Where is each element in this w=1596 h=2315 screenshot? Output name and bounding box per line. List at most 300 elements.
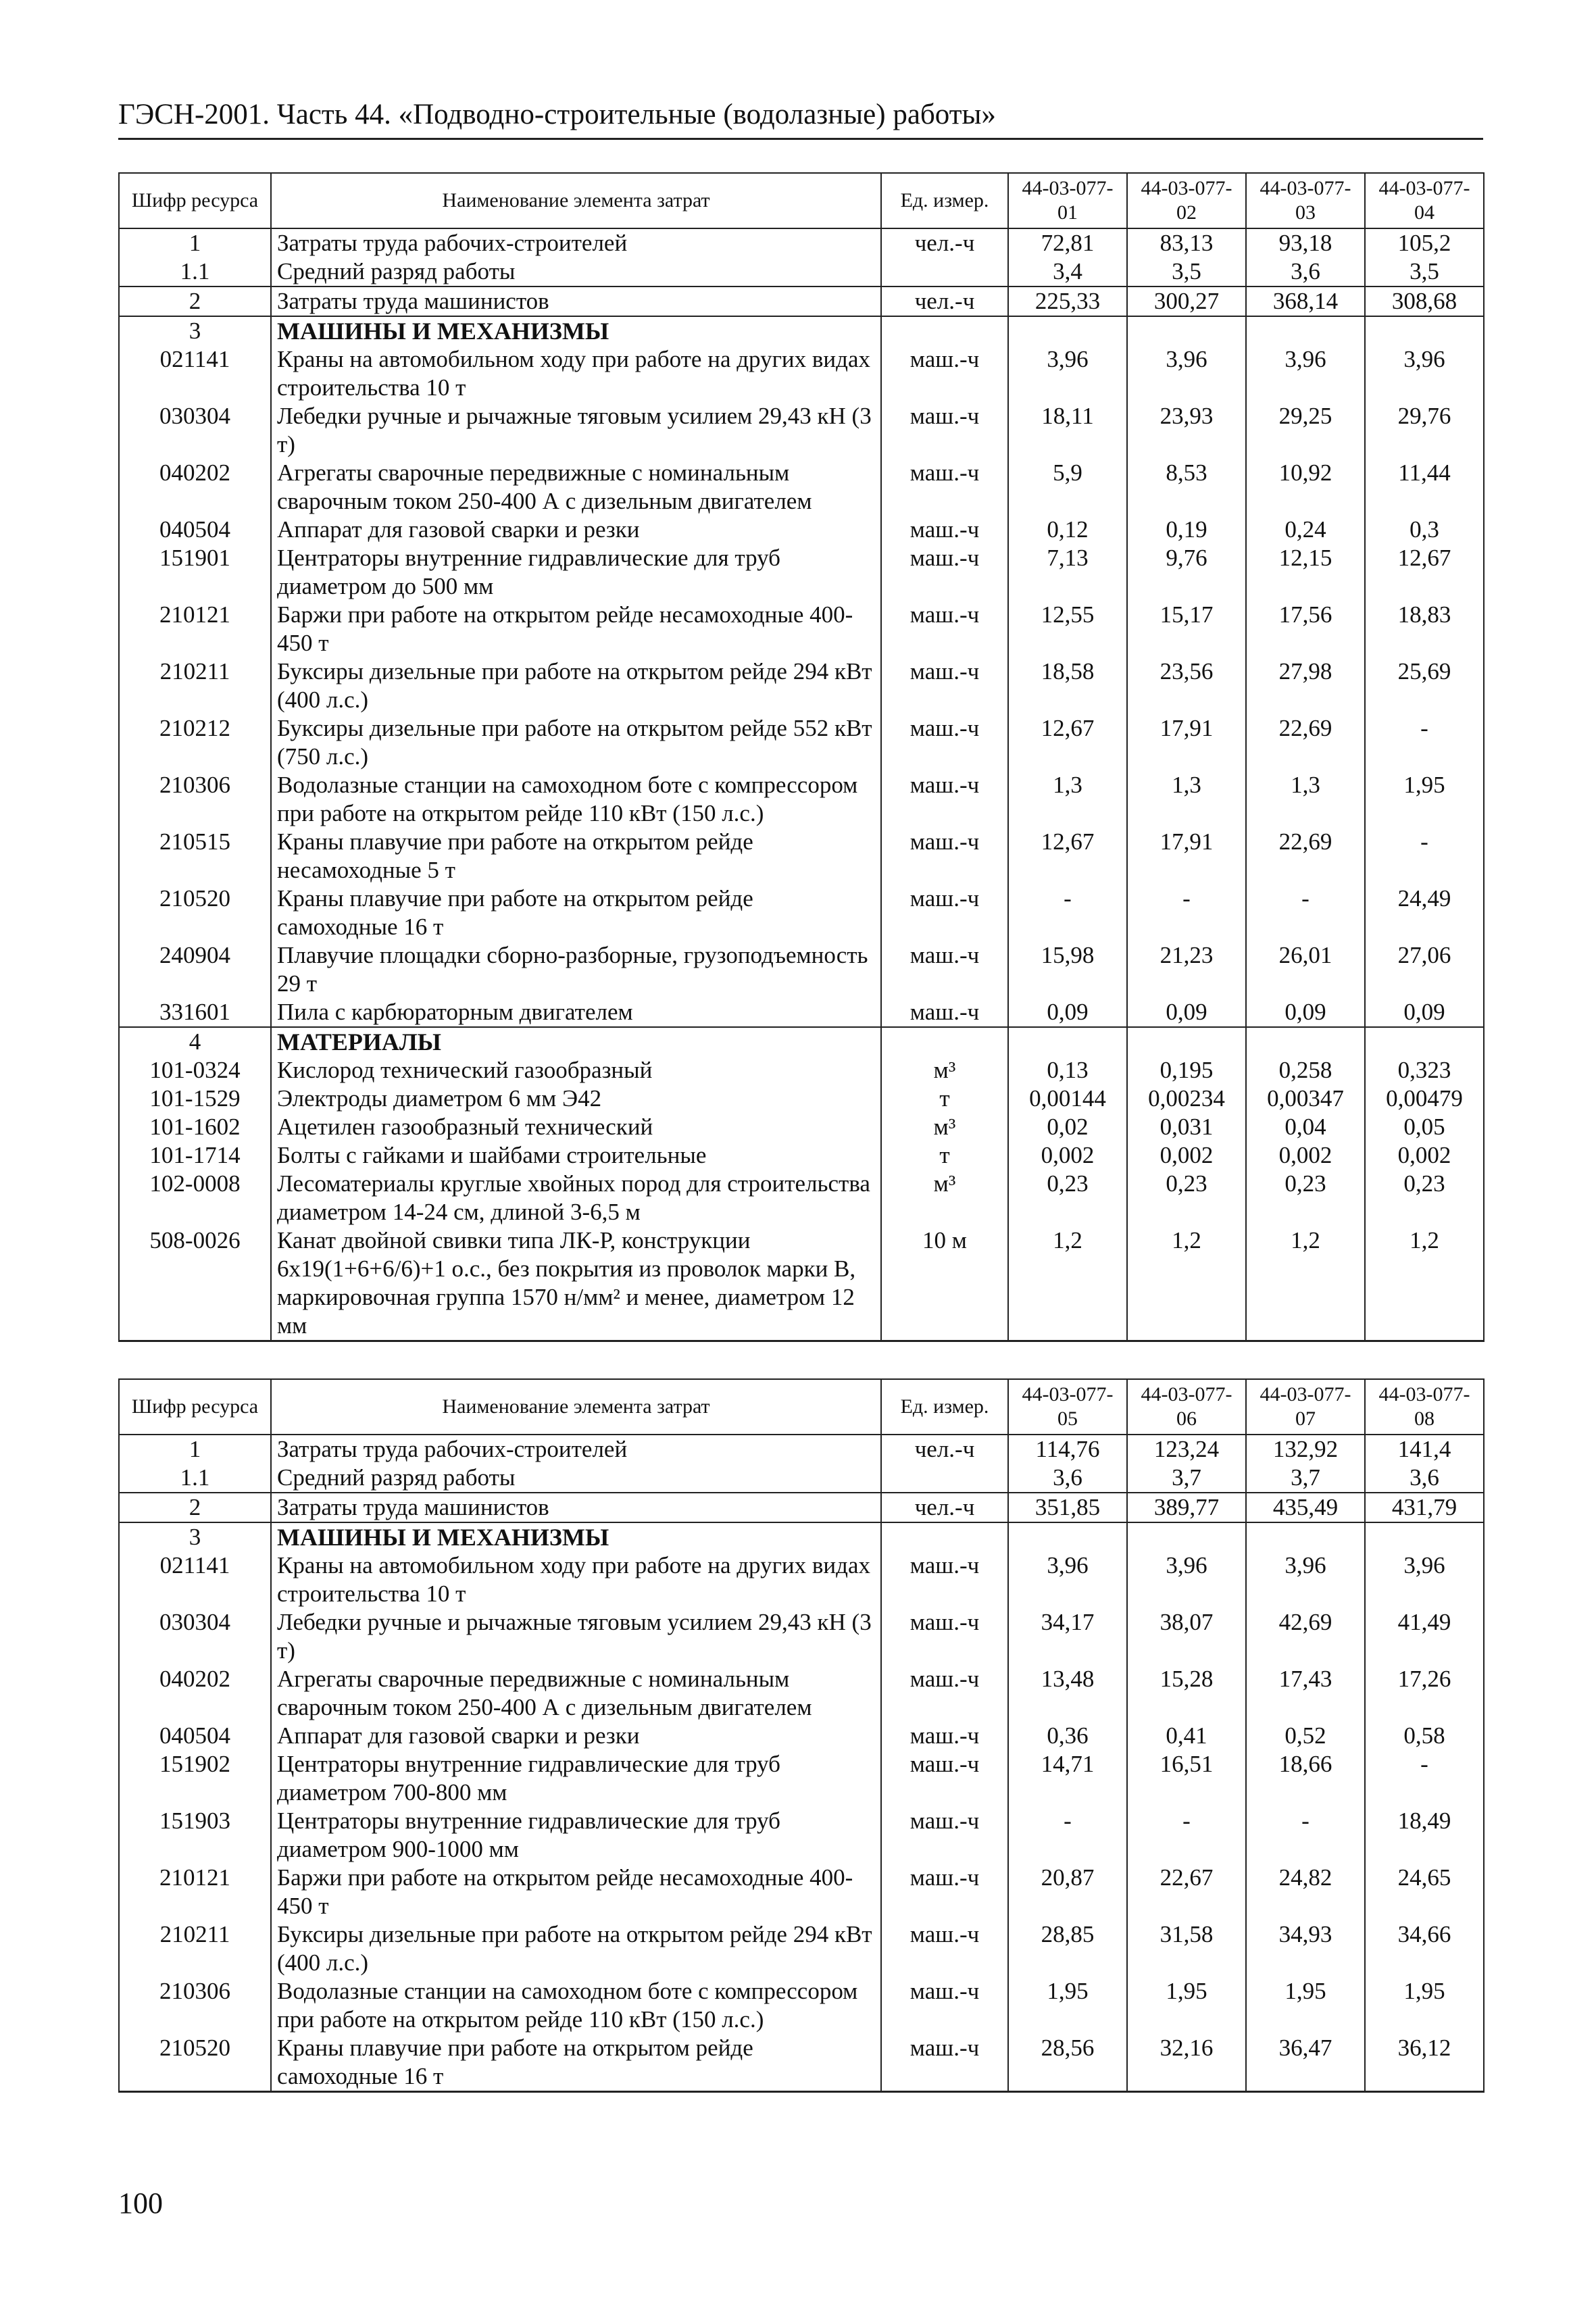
cell-code: 101-1602 <box>119 1113 271 1141</box>
table-row <box>119 1807 1484 1864</box>
cell-value: 1,95 <box>1246 1977 1365 2034</box>
cell-name: Баржи при работе на открытом рейде несамоходные 400-450 т <box>271 601 881 657</box>
cell-value: 17,56 <box>1246 601 1365 657</box>
cell-unit <box>881 1464 1008 1493</box>
table-row <box>119 601 1484 657</box>
cell-name: Плавучие площадки сборно-разборные, грузоподъемность 29 т <box>271 941 881 998</box>
cell-unit <box>881 316 1008 345</box>
cell-value: 0,002 <box>1008 1141 1127 1170</box>
cell-value: 18,58 <box>1008 657 1127 714</box>
cell-value: 34,66 <box>1365 1920 1484 1977</box>
table-row <box>119 1722 1484 1750</box>
table-row <box>119 316 1484 345</box>
cell-value: 1,2 <box>1246 1226 1365 1341</box>
cell-value: 3,96 <box>1008 345 1127 402</box>
cell-value: 1,3 <box>1246 771 1365 828</box>
cell-value: 31,58 <box>1127 1920 1246 1977</box>
cell-value: 3,6 <box>1246 257 1365 287</box>
cell-name: МАШИНЫ И МЕХАНИЗМЫ <box>271 316 881 345</box>
cell-value: 0,258 <box>1246 1056 1365 1085</box>
cell-name: МАШИНЫ И МЕХАНИЗМЫ <box>271 1522 881 1551</box>
cell-value: 0,002 <box>1127 1141 1246 1170</box>
cell-value: 0,23 <box>1008 1170 1127 1226</box>
table-row <box>119 998 1484 1027</box>
cell-unit: чел.-ч <box>881 228 1008 257</box>
cell-value: 3,96 <box>1365 1551 1484 1608</box>
cell-unit: маш.-ч <box>881 544 1008 601</box>
cell-unit: маш.-ч <box>881 941 1008 998</box>
cell-value: 3,7 <box>1246 1464 1365 1493</box>
table-row <box>119 402 1484 459</box>
cell-name: Центраторы внутренние гидравлические для труб диаметром 700-800 мм <box>271 1750 881 1807</box>
cell-value: 0,24 <box>1246 516 1365 544</box>
cell-unit: маш.-ч <box>881 885 1008 941</box>
cell-value: 18,11 <box>1008 402 1127 459</box>
resource-table-2 <box>118 1378 1485 2093</box>
cell-value: 389,77 <box>1127 1493 1246 1522</box>
cell-unit: чел.-ч <box>881 287 1008 316</box>
cell-value: 0,00234 <box>1127 1085 1246 1113</box>
cell-unit: маш.-ч <box>881 657 1008 714</box>
cell-value: 0,09 <box>1008 998 1127 1027</box>
cell-value: 0,031 <box>1127 1113 1246 1141</box>
cell-value: 34,93 <box>1246 1920 1365 1977</box>
table-row <box>119 1920 1484 1977</box>
cell-value: 3,96 <box>1127 345 1246 402</box>
cell-code: 151901 <box>119 544 271 601</box>
cell-unit: м³ <box>881 1056 1008 1085</box>
cell-value: 5,9 <box>1008 459 1127 516</box>
col-header-name: Наименование элемента затрат <box>271 173 881 228</box>
table-row <box>119 287 1484 316</box>
table-row <box>119 1226 1484 1341</box>
cell-code: 210515 <box>119 828 271 885</box>
table-row <box>119 1027 1484 1056</box>
cell-name: Лебедки ручные и рычажные тяговым усилием 29,43 кН (3 т) <box>271 1608 881 1665</box>
cell-unit: маш.-ч <box>881 1807 1008 1864</box>
cell-value: 15,28 <box>1127 1665 1246 1722</box>
cell-value: 14,71 <box>1008 1750 1127 1807</box>
cell-value: 1,95 <box>1365 771 1484 828</box>
table-row <box>119 657 1484 714</box>
cell-name: Краны на автомобильном ходу при работе на других видах строительства 10 т <box>271 345 881 402</box>
cell-value: 0,58 <box>1365 1722 1484 1750</box>
cell-value: 16,51 <box>1127 1750 1246 1807</box>
cell-name: Центраторы внутренние гидравлические для труб диаметром до 500 мм <box>271 544 881 601</box>
cell-name: Краны плавучие при работе на открытом рейде самоходные 16 т <box>271 885 881 941</box>
table-row <box>119 1864 1484 1920</box>
cell-value: 0,13 <box>1008 1056 1127 1085</box>
cell-unit: т <box>881 1085 1008 1113</box>
cell-name: Электроды диаметром 6 мм Э42 <box>271 1085 881 1113</box>
cell-value: 368,14 <box>1246 287 1365 316</box>
cell-unit: маш.-ч <box>881 601 1008 657</box>
cell-name: Канат двойной свивки типа ЛК-Р, конструкции 6х19(1+6+6/6)+1 о.с., без покрытия из проволок марки В, маркировочная группа 1570 н/мм² и менее, диаметром 12 мм <box>271 1226 881 1341</box>
cell-value: 3,96 <box>1365 345 1484 402</box>
cell-value: - <box>1127 885 1246 941</box>
cell-value: 1,95 <box>1365 1977 1484 2034</box>
cell-value: 1,2 <box>1127 1226 1246 1341</box>
cell-name: Краны плавучие при работе на открытом рейде несамоходные 5 т <box>271 828 881 885</box>
cell-value: 22,69 <box>1246 828 1365 885</box>
col-header-name: Наименование элемента затрат <box>271 1379 881 1435</box>
cell-value <box>1127 316 1246 345</box>
cell-value: 308,68 <box>1365 287 1484 316</box>
cell-value: 20,87 <box>1008 1864 1127 1920</box>
cell-unit <box>881 1027 1008 1056</box>
cell-value: 28,85 <box>1008 1920 1127 1977</box>
cell-value: 435,49 <box>1246 1493 1365 1522</box>
cell-value: - <box>1127 1807 1246 1864</box>
cell-unit: маш.-ч <box>881 1722 1008 1750</box>
cell-value: 28,56 <box>1008 2034 1127 2092</box>
cell-value: 12,67 <box>1008 828 1127 885</box>
cell-value: 72,81 <box>1008 228 1127 257</box>
table-row <box>119 1113 1484 1141</box>
cell-value: 141,4 <box>1365 1435 1484 1464</box>
col-header-norm-code: 44-03-077-07 <box>1246 1379 1365 1435</box>
cell-value: 3,5 <box>1127 257 1246 287</box>
cell-value: 24,49 <box>1365 885 1484 941</box>
cell-code: 210121 <box>119 601 271 657</box>
cell-value: 3,4 <box>1008 257 1127 287</box>
table-row <box>119 1551 1484 1608</box>
cell-code: 508-0026 <box>119 1226 271 1341</box>
cell-value <box>1127 1027 1246 1056</box>
cell-value: 12,67 <box>1008 714 1127 771</box>
table-row <box>119 828 1484 885</box>
cell-value: 24,82 <box>1246 1864 1365 1920</box>
cell-value: - <box>1008 1807 1127 1864</box>
cell-code: 240904 <box>119 941 271 998</box>
cell-unit: маш.-ч <box>881 771 1008 828</box>
cell-value: 0,41 <box>1127 1722 1246 1750</box>
cell-value: - <box>1365 714 1484 771</box>
table-row <box>119 1977 1484 2034</box>
cell-name: МАТЕРИАЛЫ <box>271 1027 881 1056</box>
cell-value: 0,002 <box>1246 1141 1365 1170</box>
cell-value <box>1365 1027 1484 1056</box>
cell-value: 36,47 <box>1246 2034 1365 2092</box>
cell-code: 210306 <box>119 771 271 828</box>
cell-name: Средний разряд работы <box>271 257 881 287</box>
cell-value: 3,5 <box>1365 257 1484 287</box>
cell-value: 36,12 <box>1365 2034 1484 2092</box>
cell-value: 1,95 <box>1008 1977 1127 2034</box>
cell-value: 42,69 <box>1246 1608 1365 1665</box>
cell-code: 021141 <box>119 1551 271 1608</box>
cell-code: 1 <box>119 228 271 257</box>
table-row <box>119 1056 1484 1085</box>
cell-value: 0,323 <box>1365 1056 1484 1085</box>
cell-value: 27,98 <box>1246 657 1365 714</box>
cell-value <box>1246 316 1365 345</box>
cell-name: Краны плавучие при работе на открытом рейде самоходные 16 т <box>271 2034 881 2092</box>
cell-value: 34,17 <box>1008 1608 1127 1665</box>
table-header-row <box>119 173 1484 228</box>
cell-code: 210520 <box>119 885 271 941</box>
cell-name: Затраты труда машинистов <box>271 1493 881 1522</box>
table-row <box>119 544 1484 601</box>
cell-value: 12,67 <box>1365 544 1484 601</box>
cell-code: 210520 <box>119 2034 271 2092</box>
cell-code: 3 <box>119 316 271 345</box>
table-row <box>119 885 1484 941</box>
cell-name: Лебедки ручные и рычажные тяговым усилием 29,43 кН (3 т) <box>271 402 881 459</box>
cell-value: 0,36 <box>1008 1722 1127 1750</box>
cell-value: 0,02 <box>1008 1113 1127 1141</box>
cell-name: Аппарат для газовой сварки и резки <box>271 516 881 544</box>
cell-value: - <box>1365 1750 1484 1807</box>
cell-value: 29,25 <box>1246 402 1365 459</box>
cell-value: 0,00144 <box>1008 1085 1127 1113</box>
table-row <box>119 1435 1484 1464</box>
cell-name: Затраты труда рабочих-строителей <box>271 228 881 257</box>
cell-name: Буксиры дизельные при работе на открытом рейде 294 кВт (400 л.с.) <box>271 657 881 714</box>
cell-name: Лесоматериалы круглые хвойных пород для строительства диаметром 14-24 см, длиной 3-6,5 м <box>271 1170 881 1226</box>
cell-value: 12,15 <box>1246 544 1365 601</box>
table-row <box>119 1665 1484 1722</box>
cell-value: 17,91 <box>1127 828 1246 885</box>
cell-unit: маш.-ч <box>881 1665 1008 1722</box>
cell-name: Буксиры дизельные при работе на открытом рейде 294 кВт (400 л.с.) <box>271 1920 881 1977</box>
cell-value: 0,52 <box>1246 1722 1365 1750</box>
cell-value: 13,48 <box>1008 1665 1127 1722</box>
cell-name: Болты с гайками и шайбами строительные <box>271 1141 881 1170</box>
cell-value: 1,95 <box>1127 1977 1246 2034</box>
cell-unit: маш.-ч <box>881 828 1008 885</box>
cell-code: 101-0324 <box>119 1056 271 1085</box>
cell-value: 123,24 <box>1127 1435 1246 1464</box>
table-row <box>119 1522 1484 1551</box>
cell-value: 431,79 <box>1365 1493 1484 1522</box>
cell-code: 210211 <box>119 657 271 714</box>
cell-value: 1,3 <box>1127 771 1246 828</box>
col-header-unit: Ед. измер. <box>881 173 1008 228</box>
table-row <box>119 2034 1484 2092</box>
cell-name: Средний разряд работы <box>271 1464 881 1493</box>
cell-unit: маш.-ч <box>881 1977 1008 2034</box>
cell-name: Ацетилен газообразный технический <box>271 1113 881 1141</box>
cell-code: 1.1 <box>119 257 271 287</box>
cell-code: 210212 <box>119 714 271 771</box>
cell-code: 021141 <box>119 345 271 402</box>
cell-name: Баржи при работе на открытом рейде несамоходные 400-450 т <box>271 1864 881 1920</box>
table-row <box>119 459 1484 516</box>
cell-value: 3,7 <box>1127 1464 1246 1493</box>
cell-value: 225,33 <box>1008 287 1127 316</box>
cell-unit: маш.-ч <box>881 2034 1008 2092</box>
cell-unit: м³ <box>881 1170 1008 1226</box>
cell-value: 24,65 <box>1365 1864 1484 1920</box>
col-header-norm-code: 44-03-077-01 <box>1008 173 1127 228</box>
cell-value: 0,19 <box>1127 516 1246 544</box>
col-header-code: Шифр ресурса <box>119 1379 271 1435</box>
col-header-norm-code: 44-03-077-08 <box>1365 1379 1484 1435</box>
cell-name: Буксиры дизельные при работе на открытом рейде 552 кВт (750 л.с.) <box>271 714 881 771</box>
cell-value: 0,04 <box>1246 1113 1365 1141</box>
cell-unit: маш.-ч <box>881 714 1008 771</box>
col-header-unit: Ед. измер. <box>881 1379 1008 1435</box>
cell-code: 101-1714 <box>119 1141 271 1170</box>
cell-value: 38,07 <box>1127 1608 1246 1665</box>
cell-code: 030304 <box>119 402 271 459</box>
cell-code: 210306 <box>119 1977 271 2034</box>
table-row <box>119 771 1484 828</box>
col-header-norm-code: 44-03-077-06 <box>1127 1379 1246 1435</box>
table-row <box>119 1608 1484 1665</box>
cell-value: 105,2 <box>1365 228 1484 257</box>
cell-unit: маш.-ч <box>881 345 1008 402</box>
cell-value: 18,83 <box>1365 601 1484 657</box>
cell-value: 12,55 <box>1008 601 1127 657</box>
cell-value: 26,01 <box>1246 941 1365 998</box>
cell-unit: 10 м <box>881 1226 1008 1341</box>
cell-value: - <box>1246 1807 1365 1864</box>
resource-table-1 <box>118 172 1485 1342</box>
cell-code: 101-1529 <box>119 1085 271 1113</box>
cell-value: 0,23 <box>1246 1170 1365 1226</box>
cell-unit: маш.-ч <box>881 402 1008 459</box>
cell-value: 0,23 <box>1365 1170 1484 1226</box>
cell-value: 17,91 <box>1127 714 1246 771</box>
table-row <box>119 257 1484 287</box>
cell-unit: чел.-ч <box>881 1493 1008 1522</box>
cell-value: 114,76 <box>1008 1435 1127 1464</box>
cell-unit: маш.-ч <box>881 1864 1008 1920</box>
cell-unit: маш.-ч <box>881 998 1008 1027</box>
cell-code: 210211 <box>119 1920 271 1977</box>
cell-value: 25,69 <box>1365 657 1484 714</box>
table-row <box>119 941 1484 998</box>
cell-name: Водолазные станции на самоходном боте с компрессором при работе на открытом рейде 110 кВт (150 л.с.) <box>271 771 881 828</box>
cell-code: 030304 <box>119 1608 271 1665</box>
cell-value: 300,27 <box>1127 287 1246 316</box>
cell-code: 102-0008 <box>119 1170 271 1226</box>
cell-value: 22,69 <box>1246 714 1365 771</box>
cell-value: 15,98 <box>1008 941 1127 998</box>
table-row <box>119 1085 1484 1113</box>
cell-code: 1.1 <box>119 1464 271 1493</box>
cell-value: 0,23 <box>1127 1170 1246 1226</box>
cell-value <box>1365 1522 1484 1551</box>
cell-name: Центраторы внутренние гидравлические для труб диаметром 900-1000 мм <box>271 1807 881 1864</box>
cell-value: 0,09 <box>1127 998 1246 1027</box>
cell-value: 1,3 <box>1008 771 1127 828</box>
cell-value <box>1008 316 1127 345</box>
cell-value: 9,76 <box>1127 544 1246 601</box>
col-header-code: Шифр ресурса <box>119 173 271 228</box>
cell-value: 3,6 <box>1365 1464 1484 1493</box>
table-row <box>119 1750 1484 1807</box>
cell-value: - <box>1365 828 1484 885</box>
cell-unit: маш.-ч <box>881 516 1008 544</box>
cell-value: 18,49 <box>1365 1807 1484 1864</box>
col-header-norm-code: 44-03-077-03 <box>1246 173 1365 228</box>
cell-code: 2 <box>119 1493 271 1522</box>
cell-value <box>1008 1027 1127 1056</box>
cell-code: 4 <box>119 1027 271 1056</box>
cell-code: 2 <box>119 287 271 316</box>
cell-value: 10,92 <box>1246 459 1365 516</box>
cell-value: 7,13 <box>1008 544 1127 601</box>
cell-value: 0,3 <box>1365 516 1484 544</box>
cell-value: 3,96 <box>1008 1551 1127 1608</box>
cell-value: - <box>1008 885 1127 941</box>
cell-unit <box>881 257 1008 287</box>
cell-value: 23,93 <box>1127 402 1246 459</box>
cell-value: 17,43 <box>1246 1665 1365 1722</box>
page-number: 100 <box>118 2187 163 2220</box>
cell-value: 3,96 <box>1246 345 1365 402</box>
table-row <box>119 1464 1484 1493</box>
table-row <box>119 1493 1484 1522</box>
cell-name: Кислород технический газообразный <box>271 1056 881 1085</box>
cell-unit: т <box>881 1141 1008 1170</box>
cell-value: 0,195 <box>1127 1056 1246 1085</box>
table-row <box>119 228 1484 257</box>
cell-name: Пила с карбюраторным двигателем <box>271 998 881 1027</box>
cell-value: 3,96 <box>1246 1551 1365 1608</box>
cell-name: Аппарат для газовой сварки и резки <box>271 1722 881 1750</box>
cell-value: 18,66 <box>1246 1750 1365 1807</box>
cell-code: 040202 <box>119 1665 271 1722</box>
cell-value: 93,18 <box>1246 228 1365 257</box>
cell-value: 0,00479 <box>1365 1085 1484 1113</box>
cell-value: 0,05 <box>1365 1113 1484 1141</box>
cell-value: 41,49 <box>1365 1608 1484 1665</box>
cell-name: Затраты труда рабочих-строителей <box>271 1435 881 1464</box>
cell-value <box>1246 1522 1365 1551</box>
table-row <box>119 516 1484 544</box>
cell-value: 17,26 <box>1365 1665 1484 1722</box>
cell-value: 23,56 <box>1127 657 1246 714</box>
cell-value: 0,00347 <box>1246 1085 1365 1113</box>
cell-unit: маш.-ч <box>881 1750 1008 1807</box>
cell-value: 3,6 <box>1008 1464 1127 1493</box>
cell-value: 0,09 <box>1246 998 1365 1027</box>
cell-unit: маш.-ч <box>881 1920 1008 1977</box>
cell-code: 040504 <box>119 516 271 544</box>
cell-name: Водолазные станции на самоходном боте с компрессором при работе на открытом рейде 110 кВт (150 л.с.) <box>271 1977 881 2034</box>
cell-unit: маш.-ч <box>881 1608 1008 1665</box>
cell-value: 1,2 <box>1365 1226 1484 1341</box>
cell-name: Затраты труда машинистов <box>271 287 881 316</box>
cell-unit <box>881 1522 1008 1551</box>
cell-code: 040202 <box>119 459 271 516</box>
cell-unit: м³ <box>881 1113 1008 1141</box>
cell-value: 0,002 <box>1365 1141 1484 1170</box>
cell-value: 8,53 <box>1127 459 1246 516</box>
cell-value: - <box>1246 885 1365 941</box>
cell-name: Агрегаты сварочные передвижные с номинальным сварочным током 250-400 А с дизельным двигателем <box>271 1665 881 1722</box>
cell-code: 210121 <box>119 1864 271 1920</box>
cell-unit: маш.-ч <box>881 1551 1008 1608</box>
cell-code: 3 <box>119 1522 271 1551</box>
cell-name: Краны на автомобильном ходу при работе на других видах строительства 10 т <box>271 1551 881 1608</box>
cell-name: Агрегаты сварочные передвижные с номинальным сварочным током 250-400 А с дизельным двигателем <box>271 459 881 516</box>
table-header-row <box>119 1379 1484 1435</box>
cell-code: 151903 <box>119 1807 271 1864</box>
cell-value: 1,2 <box>1008 1226 1127 1341</box>
cell-value: 29,76 <box>1365 402 1484 459</box>
cell-code: 1 <box>119 1435 271 1464</box>
col-header-norm-code: 44-03-077-02 <box>1127 173 1246 228</box>
col-header-norm-code: 44-03-077-05 <box>1008 1379 1127 1435</box>
cell-value: 15,17 <box>1127 601 1246 657</box>
cell-value <box>1365 316 1484 345</box>
cell-value <box>1127 1522 1246 1551</box>
